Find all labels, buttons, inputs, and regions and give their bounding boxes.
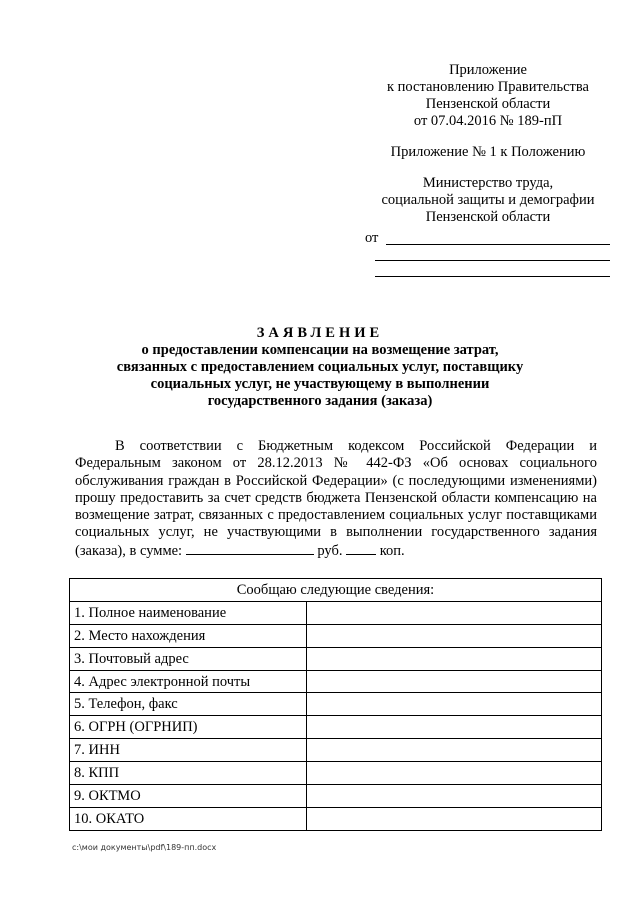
table-row	[70, 624, 602, 647]
title-line: о предоставлении компенсации на возмещение затрат,	[141, 342, 499, 358]
title-line: государственного задания (заказа)	[207, 393, 433, 409]
body-paragraph	[75, 438, 597, 560]
row-value-cell[interactable]	[307, 762, 602, 785]
kop-label: коп.	[379, 542, 405, 559]
row-label: 6. ОГРН (ОГРНИП)	[70, 716, 307, 739]
row-value-cell[interactable]	[307, 670, 602, 693]
title-line: связанных с предоставлением социальных услуг, поставщику	[116, 359, 524, 375]
row-value-cell[interactable]	[307, 807, 602, 830]
table-header-row	[70, 579, 602, 602]
row-value-cell[interactable]	[307, 785, 602, 808]
annex-line: Приложение № 1 к Положению	[390, 144, 586, 160]
title-line: социальных услуг, не участвующему в выполнении	[150, 376, 490, 392]
from-label: от	[365, 230, 379, 246]
rub-label: руб.	[317, 542, 343, 559]
document-title	[100, 325, 540, 410]
from-field-2[interactable]	[375, 248, 610, 261]
row-value-cell[interactable]	[307, 647, 602, 670]
row-label: 1. Полное наименование	[70, 601, 307, 624]
row-label: 9. ОКТМО	[70, 785, 307, 808]
row-label: 10. ОКАТО	[70, 807, 307, 830]
title-heading: ЗАЯВЛЕНИЕ	[256, 325, 384, 341]
row-value-cell[interactable]	[307, 716, 602, 739]
appendix-line: Пензенской области	[425, 96, 551, 112]
row-value-cell[interactable]	[307, 693, 602, 716]
ministry-line: Пензенской области	[425, 209, 551, 225]
info-table	[69, 578, 602, 831]
row-label: 7. ИНН	[70, 739, 307, 762]
table-row	[70, 762, 602, 785]
table-row	[70, 693, 602, 716]
appendix-line: к постановлению Правительства	[387, 79, 589, 95]
row-label: 3. Почтовый адрес	[70, 647, 307, 670]
table-row	[70, 716, 602, 739]
appendix-block	[360, 62, 616, 226]
row-label: 4. Адрес электронной почты	[70, 670, 307, 693]
appendix-line: от 07.04.2016 № 189-пП	[413, 113, 563, 129]
row-label: 2. Место нахождения	[70, 624, 307, 647]
row-label: 8. КПП	[70, 762, 307, 785]
row-value-cell[interactable]	[307, 624, 602, 647]
table-row	[70, 807, 602, 830]
sum-rub-field[interactable]	[186, 542, 314, 555]
row-value-cell[interactable]	[307, 739, 602, 762]
table-row	[70, 647, 602, 670]
ministry-line: социальной защиты и демографии	[381, 192, 595, 208]
appendix-line: Приложение	[449, 62, 527, 78]
table-header: Сообщаю следующие сведения:	[70, 579, 602, 602]
file-path-footer: c:\мои документы\pdf\189-пп.docx	[72, 843, 217, 852]
row-value-cell[interactable]	[307, 601, 602, 624]
table-row	[70, 785, 602, 808]
table-row	[70, 601, 602, 624]
sum-kop-field[interactable]	[346, 542, 376, 555]
ministry-line: Министерство труда,	[422, 175, 554, 191]
row-label: 5. Телефон, факс	[70, 693, 307, 716]
table-row	[70, 670, 602, 693]
table-row	[70, 739, 602, 762]
from-field-3[interactable]	[375, 264, 610, 277]
body-text: В соответствии с Бюджетным кодексом Российской Федерации и Федеральным законом от 28.12.2013 № 442-ФЗ «Об основах социального обслуживания граждан в Российской Федерации» (с последующими изменениями) прошу предоставить за счет средств бюджета Пензенской области компенсацию на возмещение затрат, связанных с предоставлением социальных услуг поставщиками социальных услуг, не участвующими в выполнении государственного задания (заказа), в сумме:	[75, 438, 597, 559]
from-field-1[interactable]	[386, 232, 610, 245]
